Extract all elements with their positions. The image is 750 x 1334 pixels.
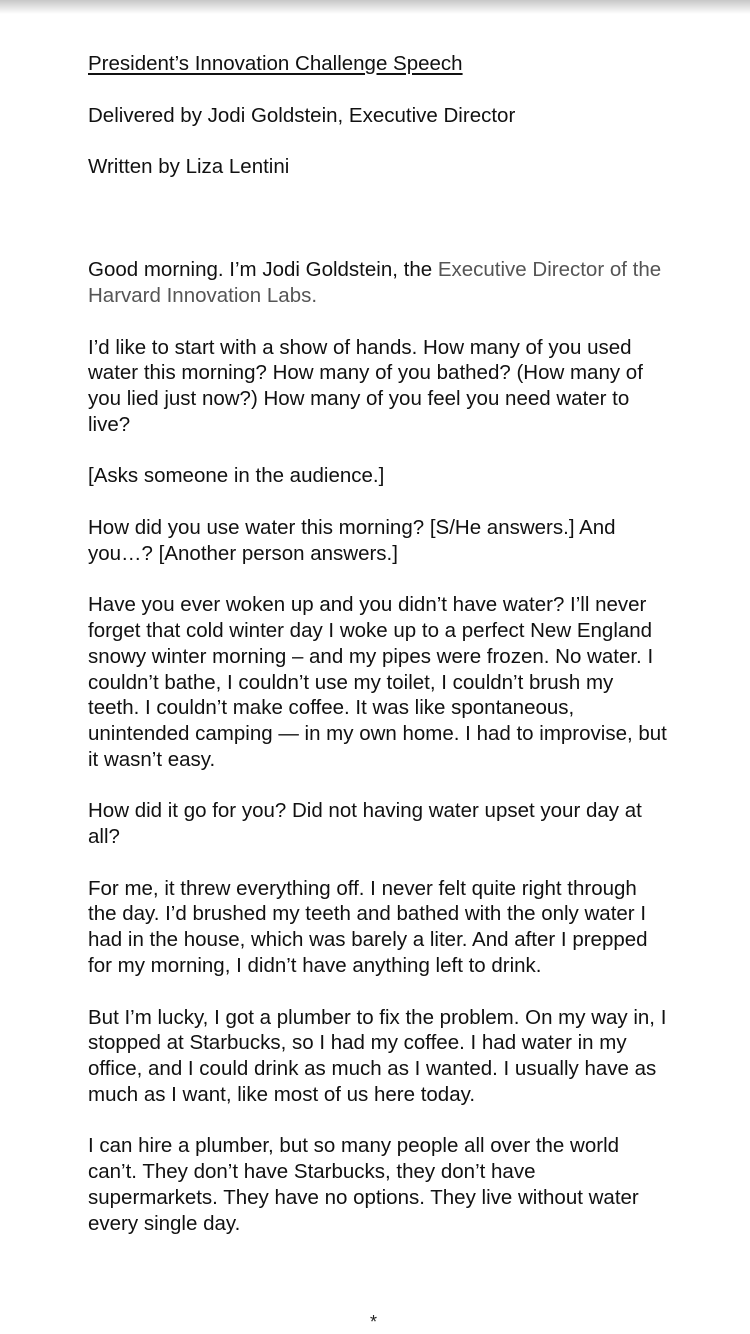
written-by-line: Written by Liza Lentini — [88, 155, 290, 179]
paragraph-threw-everything-off: For me, it threw everything off. I never felt quite right through the day. I’d brushed my teeth and bathed with the only water I had in the house, which was barely a liter. And after I prepped for my morning, I didn’t have anything left to drink. — [88, 876, 648, 977]
document-body — [88, 51, 668, 1236]
paragraph-frozen-pipes: Have you ever woken up and you didn’t have water? I’ll never forget that cold winter day I woke up to a perfect New England snowy winter morning – and my pipes were frozen. No water. I couldn’t bathe, I couldn’t use my toilet, I couldn’t brush my teeth. I couldn’t make coffee. It was like spontaneous, unintended camping — in my own home. I had to improvise, but it wasn’t easy. — [88, 593, 667, 771]
intro-plain-text: Good morning. I’m Jodi Goldstein, the — [88, 258, 438, 282]
top-edge-shadow — [0, 0, 750, 14]
intro-highlighted-text: Executive Director of the Harvard Innovation Labs. — [88, 258, 662, 307]
delivered-by-line: Delivered by Jodi Goldstein, Executive Director — [88, 103, 516, 127]
paragraph-show-of-hands: I’d like to start with a show of hands. How many of you used water this morning? How many of you bathed? (How many of you lied just now?) How many of you feel you need water to live? — [88, 335, 643, 436]
paragraph-hire-plumber: I can hire a plumber, but so many people all over the world can’t. They don’t have Starbucks, they don’t have supermarkets. They have no options. They live without water every single day. — [88, 1134, 639, 1235]
paragraph-how-did-it-go: How did it go for you? Did not having water upset your day at all? — [88, 799, 642, 849]
paragraph-stage-direction: [Asks someone in the audience.] — [88, 464, 385, 488]
intro-paragraph — [88, 257, 668, 308]
paragraph-water-question: How did you use water this morning? [S/He answers.] And you…? [Another person answers.] — [88, 516, 616, 565]
document-title: President’s Innovation Challenge Speech — [88, 52, 463, 75]
paragraph-lucky-plumber: But I’m lucky, I got a plumber to fix the problem. On my way in, I stopped at Starbucks, so I had my coffee. I had water in my office, and I could drink as much as I wanted. I usually have as much as I want, like most of us here today. — [88, 1005, 667, 1106]
section-separator: * — [370, 1312, 378, 1332]
